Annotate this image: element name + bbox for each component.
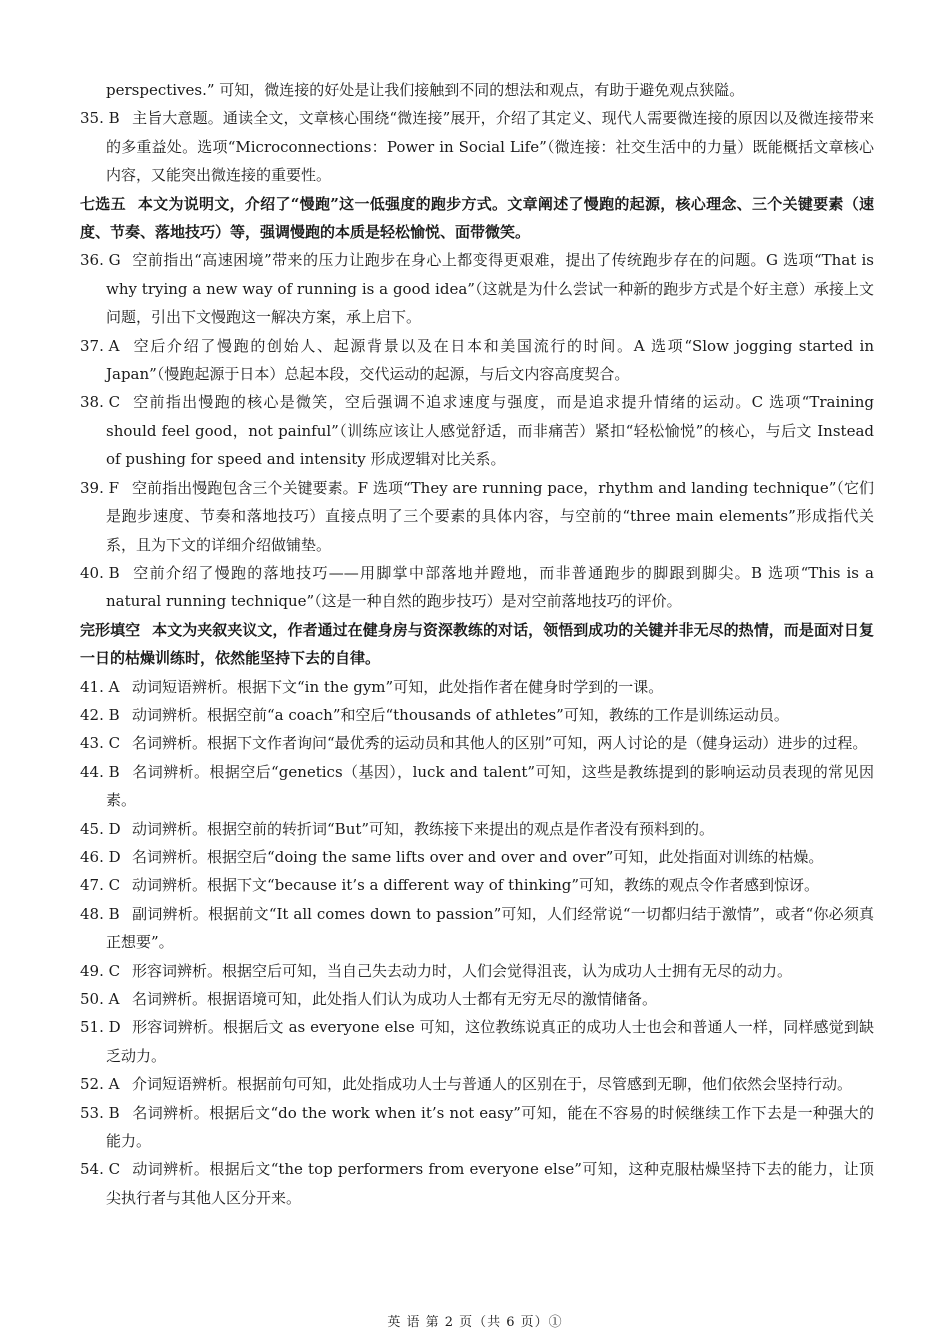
answer-number: 44. B [80,762,120,781]
section-title: 完形填空 [80,620,141,639]
answer-item-36 [80,246,874,331]
answer-number: 53. B [80,1103,120,1122]
answer-number: 49. C [80,961,121,980]
answer-explanation: 介词短语辨析。根据前句可知，此处指成功人士与普通人的区别在于，尽管感到无聊，他们依然会坚持行动。 [132,1075,853,1094]
answer-explanation: 形容词辨析。根据后文 as everyone else 可知，这位教练说真正的成功人士也会和普通人一样，同样感觉到缺乏动力。 [106,1018,874,1065]
answer-number: 40. B [80,563,120,582]
answer-number: 52. A [80,1075,120,1094]
page-footer: 英 语 第 2 页（共 6 页）① [387,1315,563,1330]
answer-item-53 [80,1099,874,1156]
answer-number: 38. C [80,393,121,412]
answer-number: 36. G [80,251,121,270]
answer-number: 41. A [80,677,120,696]
answer-explanation: 名词辨析。根据空后“doing the same lifts over and over and over”可知，此处指面对训练的枯燥。 [132,847,824,866]
answer-explanation: 名词辨析。根据语境可知，此处指人们认为成功人士都有无穷无尽的激情储备。 [132,990,658,1008]
answer-item-47 [80,871,874,899]
section-qixuanwu [80,190,874,247]
answer-number: 39. F [80,478,120,497]
answer-item-39 [80,474,874,559]
answer-item-51 [80,1013,874,1070]
answer-item-37 [80,332,874,389]
answer-number: 35. B [80,109,120,128]
answer-item-40 [80,559,874,616]
answer-number: 47. C [80,876,121,895]
answer-explanation: 形容词辨析。根据空后可知，当自己失去动力时，人们会觉得沮丧，认为成功人士拥有无尽的动力。 [132,961,793,980]
answer-item-41 [80,673,874,701]
answer-item-52 [80,1070,874,1098]
answer-explanation: 名词辨析。根据空后“genetics（基因），luck and talent”可知，这些是教练提到的影响运动员表现的常见因素。 [106,762,874,810]
answer-explanation: 空后介绍了慢跑的创始人、起源背景以及在日本和美国流行的时间。A 选项“Slow jogging started in Japan”（慢跑起源于日本）总起本段，交代运动的起源，与后文内容高度契合。 [106,336,874,384]
section-summary: 本文为说明文，介绍了“慢跑”这一低强度的跑步方式。文章阐述了慢跑的起源，核心理念、三个关键要素（速度、节奏、落地技巧）等，强调慢跑的本质是轻松愉悦、面带微笑。 [80,194,874,242]
answer-item-42 [80,701,874,729]
answer-item-54 [80,1155,874,1212]
answer-explanation: 动词辨析。根据空前的转折词“But”可知，教练接下来提出的观点是作者没有预料到的。 [132,819,715,838]
items-c [80,673,874,1213]
answer-item-38 [80,388,874,473]
answer-item-49 [80,957,874,985]
answer-item-44 [80,758,874,815]
answer-number: 46. D [80,847,121,866]
section-summary: 本文为夹叙夹议文，作者通过在健身房与资深教练的对话，领悟到成功的关键并非无尽的热情，而是面对日复一日的枯燥训练时，依然能坚持下去的自律。 [80,620,874,668]
answer-number: 48. B [80,904,120,923]
answer-number: 50. A [80,990,120,1008]
answer-explanation: 副词辨析。根据前文“It all comes down to passion”可知，人们经常说“一切都归结于激情”，或者“你必须真正想要”。 [106,904,874,952]
answer-number: 54. C [80,1160,121,1179]
answer-item-50 [80,985,874,1013]
answer-explanation: 动词辨析。根据后文“the top performers from everyone else”可知，这种克服枯燥坚持下去的能力，让顶尖执行者与其他人区分开来。 [106,1160,874,1207]
answer-explanation: 空前介绍了慢跑的落地技巧——用脚掌中部落地并蹬地，而非普通跑步的脚跟到脚尖。B 选项“This is a natural running technique”（这是一种自然的跑步技巧）是对空前落地技巧的评价。 [106,563,874,611]
answer-explanation: 主旨大意题。通读全文，文章核心围绕“微连接”展开，介绍了其定义、现代人需要微连接的原因以及微连接带来的多重益处。选项“Microconnections：Power in Social Life”（微连接：社交生活中的力量）既能概括文章核心内容，又能突出微连接的重要性。 [106,109,874,185]
answer-explanation: 名词辨析。根据下文作者询问“最优秀的运动员和其他人的区别”可知，两人讨论的是（健身运动）进步的过程。 [132,734,868,753]
answer-explanation: 动词短语辨析。根据下文“in the gym”可知，此处指作者在健身时学到的一课。 [132,677,664,696]
items-b [80,246,874,615]
answer-explanation: 动词辨析。根据下文“because it’s a different way of thinking”可知，教练的观点令作者感到惊讶。 [132,876,820,895]
section-wanxing [80,616,874,673]
answer-item-46 [80,843,874,871]
answer-explanation: 动词辨析。根据空前“a coach”和空后“thousands of athletes”可知，教练的工作是训练运动员。 [132,705,789,724]
answer-number: 45. D [80,819,121,838]
answer-item-43 [80,729,874,757]
answer-item-45 [80,815,874,843]
answer-explanation: 空前指出“高速困境”带来的压力让跑步在身心上都变得更艰难，提出了传统跑步存在的问题。G 选项“That is why trying a new way of running is a good idea”（这就是为什么尝试一种新的跑步方式是个好主意）承接上文问题，引出下文慢跑这一解决方案，承上启下。 [106,251,874,327]
answer-explanation: 名词辨析。根据后文“do the work when it’s not easy”可知，能在不容易的时候继续工作下去是一种强大的能力。 [106,1103,874,1151]
intro-tail: perspectives.” 可知，微连接的好处是让我们接触到不同的想法和观点，有助于避免观点狭隘。 [106,81,745,99]
answer-explanation: 空前指出慢跑包含三个关键要素。F 选项“They are running pace，rhythm and landing technique”（它们是跑步速度、节奏和落地技巧）直接点明了三个要素的具体内容，与空前的“three main elements”形成指代关系，且为下文的详细介绍做铺垫。 [106,478,874,554]
answer-number: 42. B [80,705,120,724]
items-a [80,104,874,189]
answer-explanation: 空前指出慢跑的核心是微笑，空后强调不追求速度与强度，而是追求提升情绪的运动。C 选项“Training should feel good，not painful”（训练应该让人感觉舒适，而非痛苦）紧扣“轻松愉悦”的核心，与后文 Instead of pushing for speed and intensity 形成逻辑对比关系。 [106,393,874,469]
answer-number: 37. A [80,336,120,355]
answer-item-48 [80,900,874,957]
answer-item-35 [80,104,874,189]
section-title: 七选五 [80,194,126,213]
answer-number: 43. C [80,734,121,753]
answer-number: 51. D [80,1018,121,1037]
